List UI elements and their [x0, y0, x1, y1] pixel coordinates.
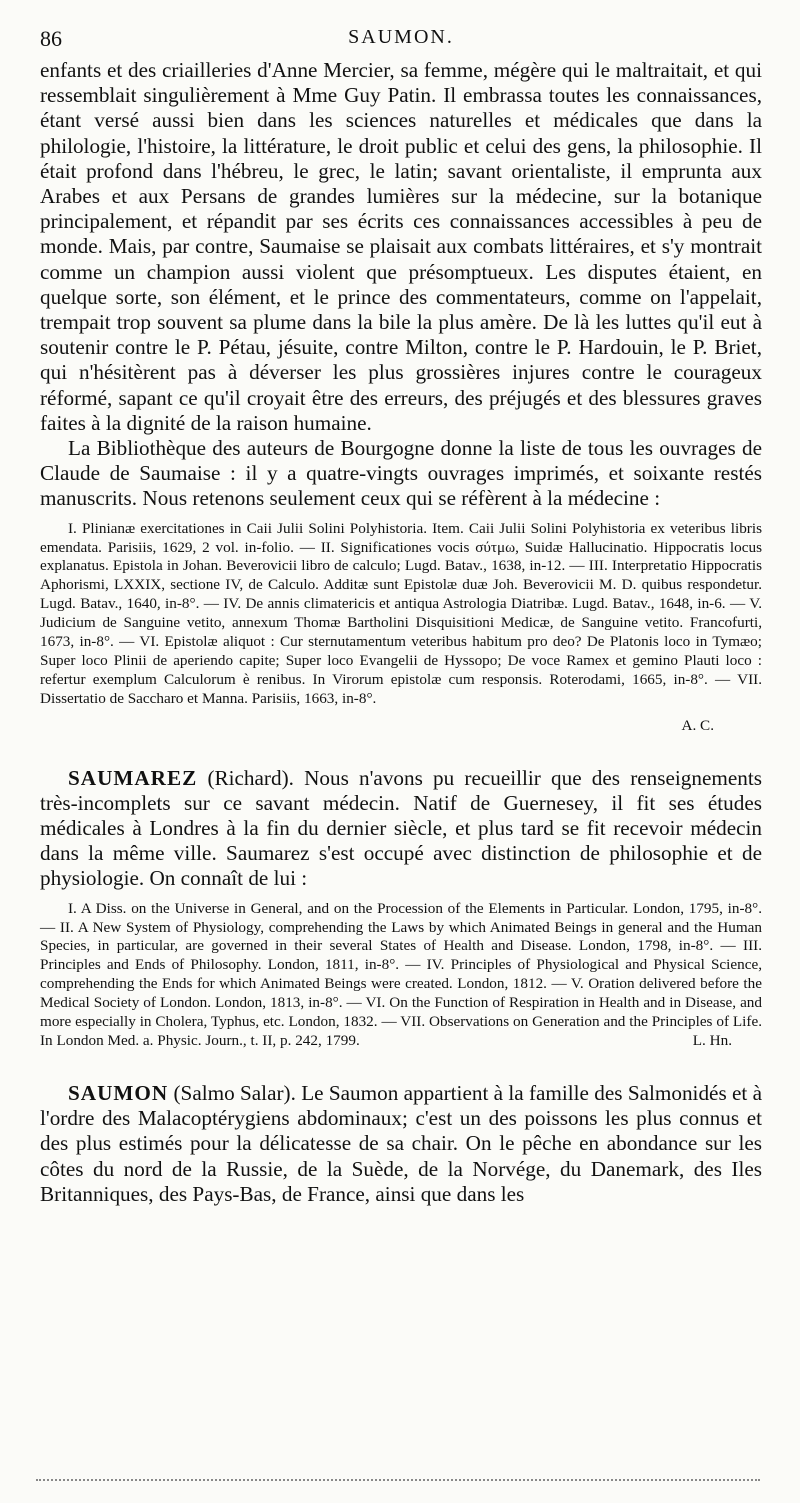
saumaise-paragraph-2: La Bibliothèque des auteurs de Bourgogne donne la liste de tous les ouvrages de Claude de Saumaise : il y a quatre-vingts ouvrages imprimés, et soixante restés manuscrits. Nous retenons seulement ceux qui se réfèrent à la médecine : [40, 436, 762, 511]
running-head: SAUMON. [348, 26, 454, 48]
saumarez-signature: L. Hn. [692, 1031, 732, 1049]
saumon-latin-name: (Salmo Salar). [173, 1080, 296, 1105]
saumon-paragraph: Le Saumon appartient à la famille des Salmonidés et à l'ordre des Malacoptérygiens abdominaux; c'est un des poissons les plus connus et des plus estimés pour la délicatesse de sa chair. On le pêche en abondance sur les côtes du nord de la Russie, de la Suède, de la Norvége, du Danemark, des Iles Britanniques, des Pays-Bas, de France, ainsi que dans les [40, 1080, 763, 1206]
saumon-entry [40, 1081, 762, 1207]
saumarez-works-text: I. A Diss. on the Universe in General, and on the Procession of the Elements in Particular. London, 1795, in-8°. — II. A New System of Physiology, comprehending the Laws by which Animated Beings in general and the Human Species, in particular, are governed in their several States of Health and Disease. London, 1798, in-8°. — III. Principles and Ends of Philosophy. London, 1811, in-8°. — IV. Principles of Physiological and Physical Science, comprehending the Ends for which Animated Beings were created. London, 1812. — V. Oration delivered before the Medical Society of London. London, 1813, in-8°. — VI. On the Function of Respiration in Health and in Disease, and more especially in Cholera, Typhus, etc. London, 1832. — VII. Observations on Generation and the Principles of Life. In London Med. a. Physic. Journ., t. II, p. 242, 1799. [40, 899, 762, 1049]
page-number: 86 [40, 26, 62, 51]
page-header [40, 0, 762, 58]
saumarez-given-name: (Richard). [207, 765, 294, 790]
saumaise-signature: A. C. [681, 716, 714, 734]
saumaise-paragraph-1: enfants et des criailleries d'Anne Mercier, sa femme, mégère qui le maltraitait, et qui ressemblait singulièrement à Mme Guy Patin. Il embrassa toutes les connaissances, étant versé aussi bien dans les sciences naturelles et médicales que dans la philologie, l'histoire, la littérature, le droit public et celui des gens, la philosophie. Il était profond dans l'hébreu, le grec, le latin; savant orientaliste, il emprunta aux Arabes et aux Persans de grandes lumières sur la médecine, sur la botanique principalement, et répandit par ses écrits ces connaissances accessibles à peu de monde. Mais, par contre, Saumaise se plaisait aux combats littéraires, et s'y montrait comme un champion aussi violent que présomptueux. Les disputes étaient, en quelque sorte, son élément, et le prince des commentateurs, comme on l'appelait, trempait trop souvent sa plume dans la bile la plus amère. De là les luttes qu'il eut à soutenir contre le P. Pétau, jésuite, contre Milton, contre le P. Hardouin, le P. Briet, qui n'hésitèrent pas à déverser les plus grossières injures contre le courageux réformé, sapant ce qu'il croyait être des erreurs, des préjugés et des blessures graves faites à la dignité de la raison humaine. [40, 58, 762, 435]
saumarez-headword: SAUMAREZ [68, 765, 198, 790]
saumaise-works-list: I. Plinianæ exercitationes in Caii Julii Solini Polyhistoria. Item. Caii Julii Solini Polyhistoria ex veteribus libris emendata. Parisiis, 1629, 2 vol. in-folio. — II. Significationes vocis σύτμω, Suidæ Hallucinatio. Hippocratis locus explanatus. Epistola in Johan. Beverovicii libro de calculo; Lugd. Batav., 1638, in-12. — III. Interpretatio Hippocratis Aphorismi, LXXIX, sectione IV, de Calculo. Additæ sunt Epistolæ duæ Joh. Beverovicii M. D. quibus respondetur. Lugd. Batav., 1640, in-8°. — IV. De annis climatericis et antiqua Astrologia Diatribæ. Lugd. Batav., 1648, in-6. — V. Judicium de Sanguine vetito, annexum Thomæ Bartholini Disquisitioni Medicæ, de Sanguine vetito. Francofurti, 1673, in-8°. — VI. Epistolæ aliquot : Cur sternutamentum veteribus habitum pro deo? De Platonis loco in Tymæo; Super loco Plinii de aperiendo capite; Super loco Evangelii de Hyssopo; De voce Ramex et gemino Plauti loco : refertur exemplum Calculorum è renibus. In Virorum epistolæ cum responsis. Roterodami, 1665, in-8°. — VII. Dissertatio de Saccharo et Manna. Parisiis, 1663, in-8°. [40, 519, 762, 707]
saumarez-paragraph: Nous n'avons pu recueillir que des renseignements très-incomplets sur ce savant médecin. Natif de Guernesey, il fit ses études médicales à Londres à la fin du dernier siècle, et plus tard se fit recevoir médecin dans la même ville. Saumarez s'est occupé avec distinction de philosophie et de physiologie. On connaît de lui : [40, 765, 763, 891]
saumon-headword: SAUMON [68, 1080, 169, 1105]
saumarez-entry [40, 766, 762, 892]
footer-rule [36, 1479, 760, 1481]
saumarez-works-list [40, 900, 762, 1051]
